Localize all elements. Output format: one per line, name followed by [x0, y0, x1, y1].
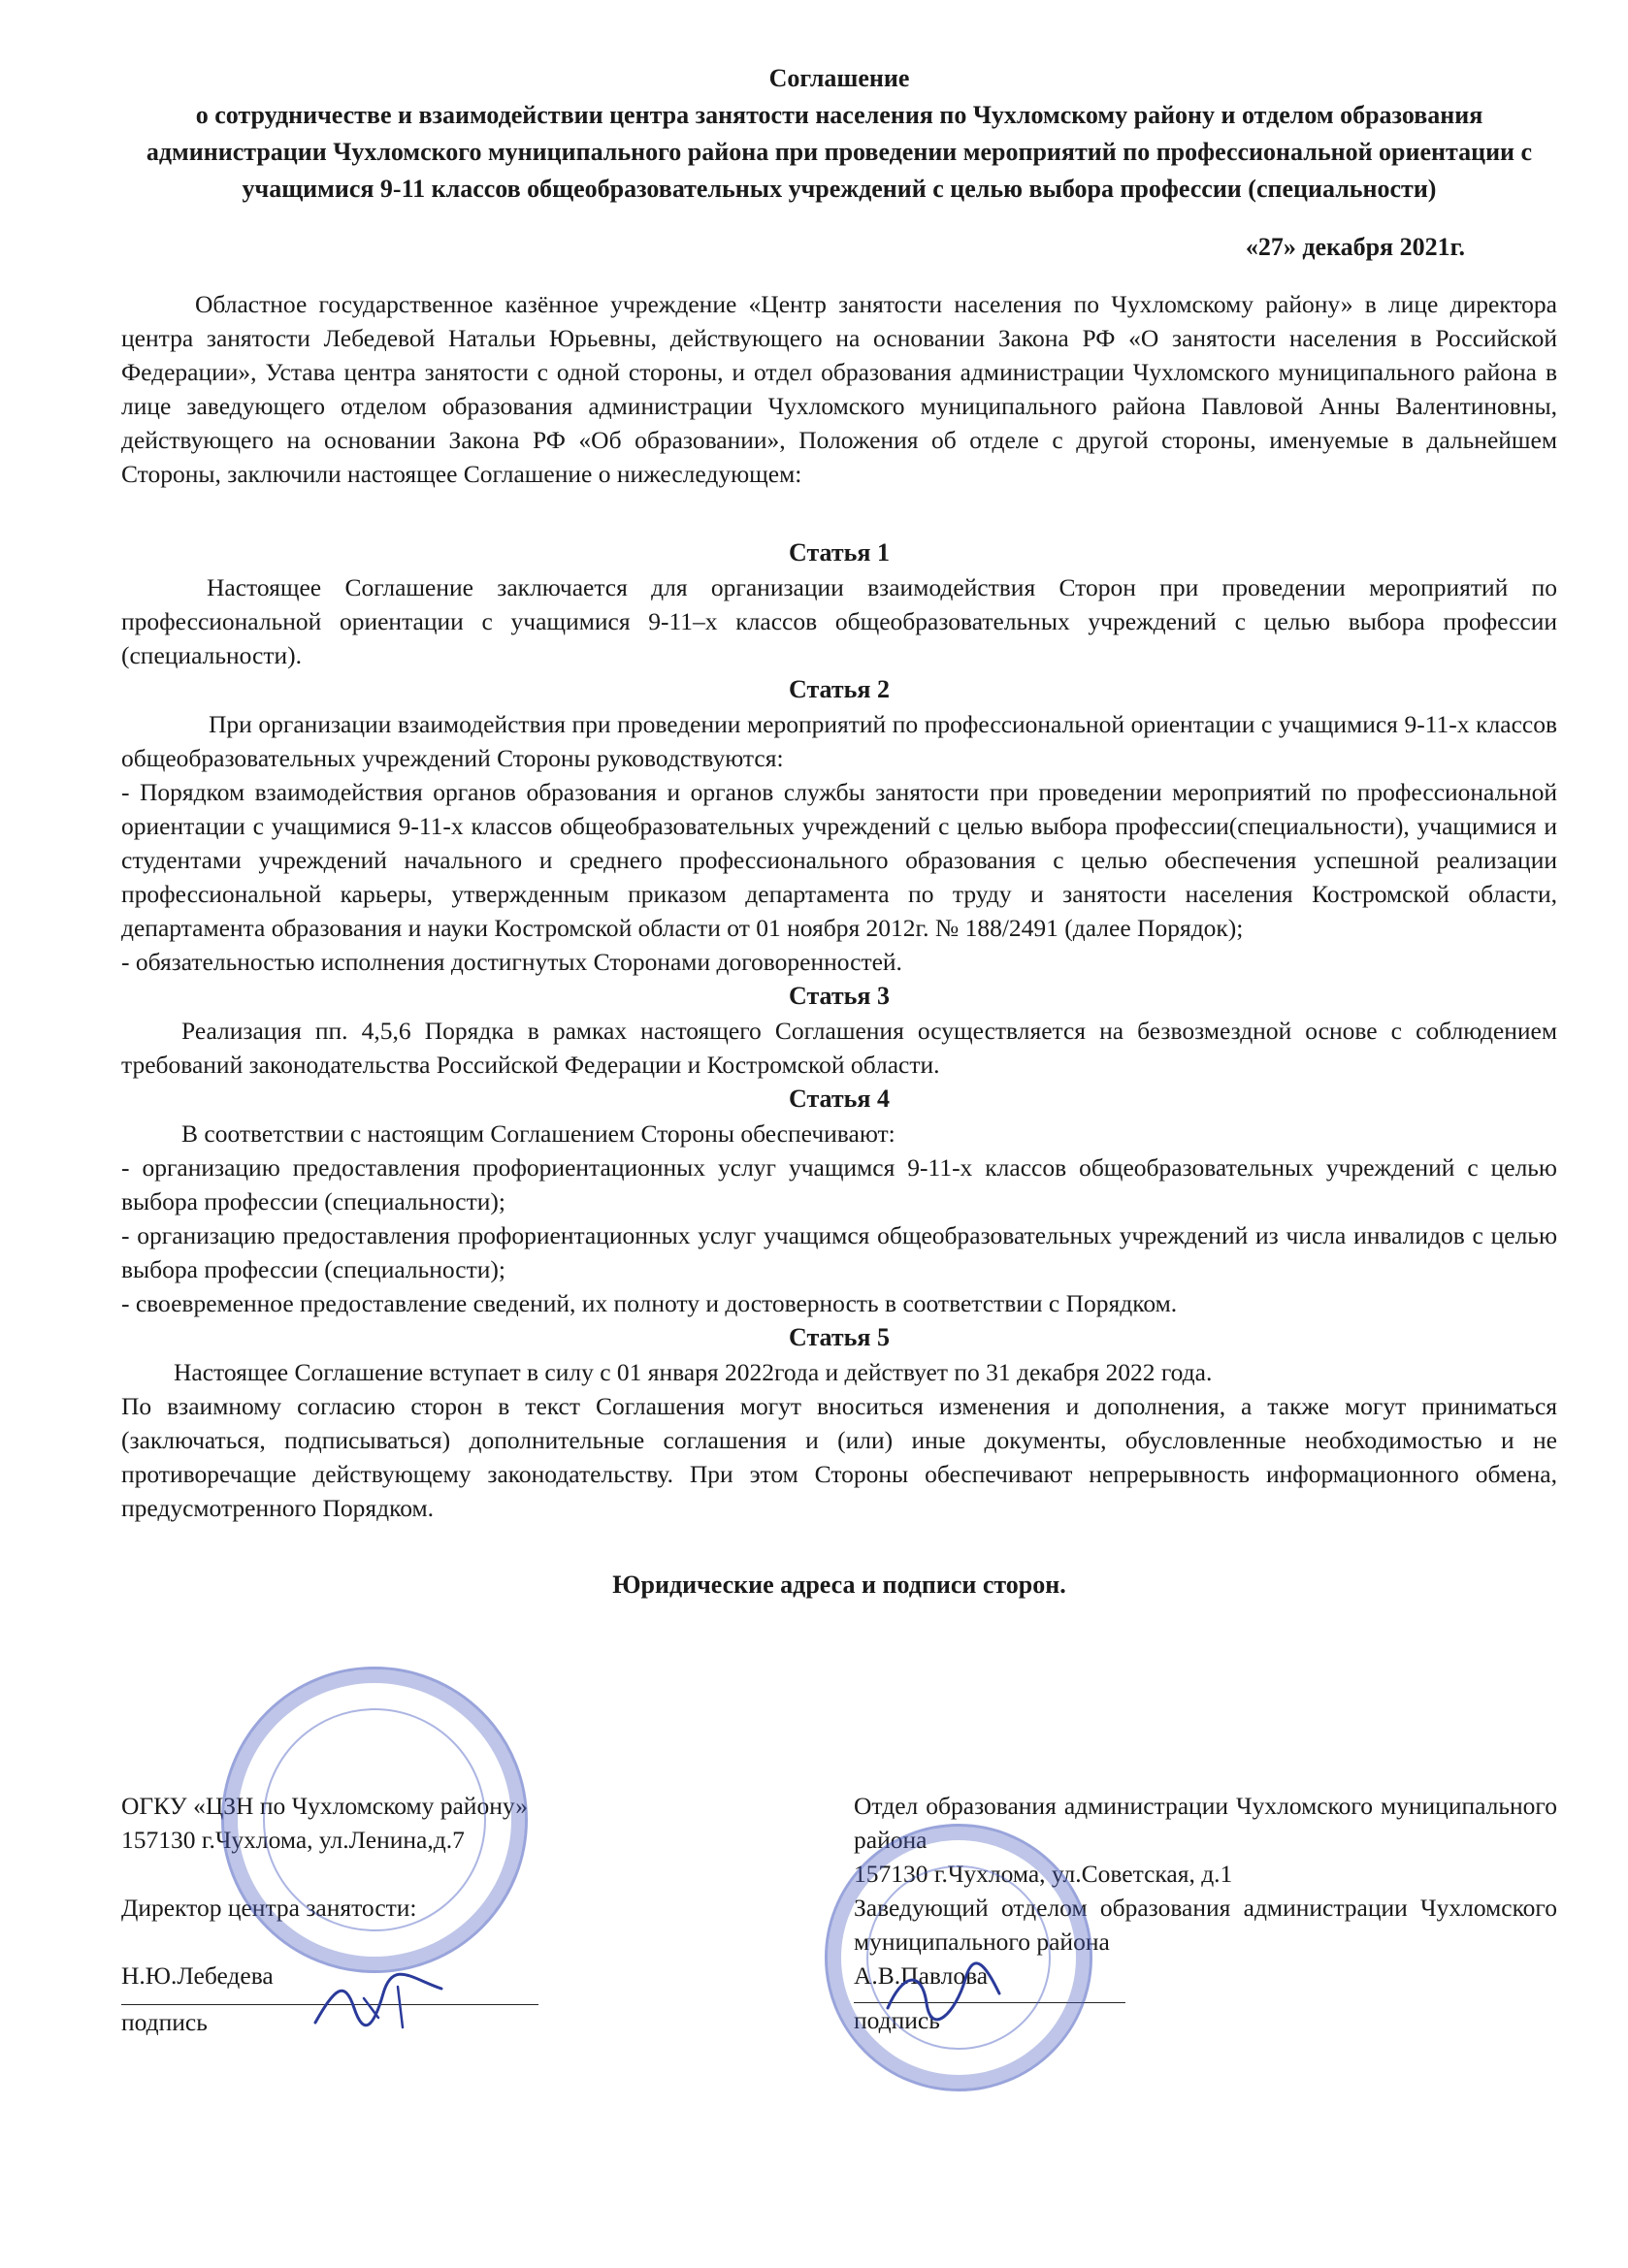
document-date: «27» декабря 2021г. [1245, 233, 1465, 261]
stamp-seal-icon [825, 1824, 1092, 2091]
left-address: 157130 г.Чухлома, ул.Ленина,д.7 [121, 1826, 465, 1854]
article-4-list-item: - своевременное предоставление сведений, их полноту и достоверность в соответствии с Порядком. [121, 1289, 1178, 1317]
article-4-list-item: - организацию предоставления профориентационных услуг учащимся 9-11-х классов общеобразовательных учреждений с целью выбора профессии (специальности); [121, 1153, 1557, 1215]
article-1-paragraph: Настоящее Соглашение заключается для организации взаимодействия Сторон при проведении мероприятий по профессиональной ориентации с учащимися 9-11–х классов общеобразовательных учреждений с целью выбора профессии (специальности). [121, 573, 1557, 669]
right-org-name: Отдел образования администрации Чухломского муниципального района [854, 1792, 1557, 1854]
legal-heading: Юридические адреса и подписи сторон. [612, 1571, 1066, 1599]
signature-icon [306, 1969, 451, 2037]
article-5-paragraph: По взаимному согласию сторон в текст Соглашения могут вноситься изменения и дополнения, а также могут приниматься (заключаться, подписываться) дополнительные соглашения и (или) иные документы, обусловленные необходимостью и не противоречащие действующему законодательству. При этом Стороны обеспечивают непрерывность информационного обмена, предусмотренного Порядком. [121, 1392, 1557, 1522]
article-2-list-item: - обязательностью исполнения достигнутых Сторонами договоренностей. [121, 948, 902, 976]
article-4-paragraph: В соответствии с настоящим Соглашением Стороны обеспечивают: [181, 1119, 895, 1148]
right-position: Заведующий отделом образования администрации Чухломского муниципального района [854, 1894, 1557, 1956]
article-5-heading: Статья 5 [789, 1323, 890, 1351]
article-2-paragraph: При организации взаимодействия при проведении мероприятий по профессиональной ориентации с учащимися 9-11-х классов общеобразовательных учреждений Стороны руководствуются: [121, 710, 1557, 772]
left-name: Н.Ю.Лебедева [121, 1961, 274, 1990]
left-sign-label: подпись [121, 2008, 208, 2036]
right-address: 157130 г.Чухлома, ул.Советская, д.1 [854, 1860, 1233, 1888]
document-subtitle: о сотрудничестве и взаимодействии центра занятости населения по Чухломскому району и отделом образования администрации Чухломского муниципального района при проведении мероприятий по профессиональной ориентации с учащимися 9-11 классов общеобразовательных учреждений с целью выбора профессии (специальности) [146, 101, 1533, 203]
article-3-heading: Статья 3 [789, 982, 890, 1010]
article-2-heading: Статья 2 [789, 675, 890, 703]
right-sign-label: подпись [854, 2006, 940, 2034]
right-name: А.В.Павлова [854, 1961, 989, 1990]
document-title: Соглашение [768, 64, 910, 92]
stamp-seal-icon [221, 1667, 528, 1973]
article-1-heading: Статья 1 [789, 538, 890, 567]
intro-paragraph: Областное государственное казённое учреждение «Центр занятости населения по Чухломскому району» в лице директора центра занятости Лебедевой Натальи Юрьевны, действующего на основании Закона РФ «О занятости населения в Российской Федерации», Устава центра занятости с одной стороны, и отдел образования администрации Чухломского муниципального района в лице заведующего отделом образования администрации Чухломского муниципального района Павловой Анны Валентиновны, действующего на основании Закона РФ «Об образовании», Положения об отделе с другой стороны, именуемые в дальнейшем Стороны, заключили настоящее Соглашение о нижеследующем: [121, 290, 1557, 488]
article-5-paragraph: Настоящее Соглашение вступает в силу с 01 января 2022года и действует по 31 декабря 2022 года. [174, 1358, 1213, 1386]
document-page [121, 60, 1557, 2036]
article-3-paragraph: Реализация пп. 4,5,6 Порядка в рамках настоящего Соглашения осуществляется на безвозмездной основе с соблюдением требований законодательства Российской Федерации и Костромской области. [121, 1017, 1557, 1079]
signature-icon [878, 1960, 1004, 2027]
article-2-list-item: - Порядком взаимодействия органов образования и органов службы занятости при проведении мероприятий по профессиональной ориентации с учащимися 9-11-х классов общеобразовательных учреждений с целью выбора профессии(специальности), учащимися и студентами учреждений начального и среднего профессионального образования с целью обеспечения успешной реализации профессиональной карьеры, утвержденным приказом департамента по труду и занятости населения Костромской области, департамента образования и науки Костромской области от 01 ноября 2012г. № 188/2491 (далее Порядок); [121, 778, 1557, 942]
left-org-name: ОГКУ «ЦЗН по Чухломскому району» [121, 1792, 528, 1820]
left-position: Директор центра занятости: [121, 1894, 417, 1922]
article-4-heading: Статья 4 [789, 1085, 890, 1113]
article-4-list-item: - организацию предоставления профориентационных услуг учащимся общеобразовательных учреждений из числа инвалидов с целью выбора профессии (специальности); [121, 1221, 1557, 1283]
